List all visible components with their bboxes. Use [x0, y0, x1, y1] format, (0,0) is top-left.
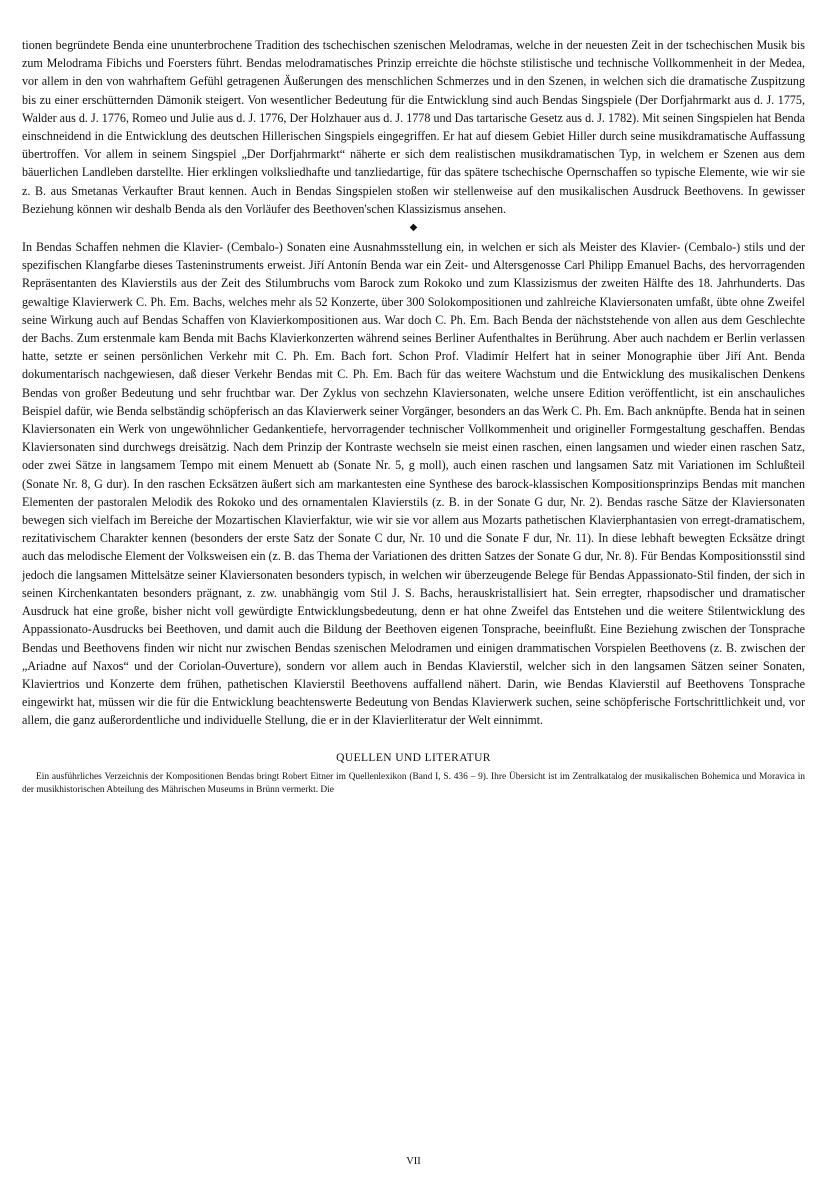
body-paragraph-1: tionen begründete Benda eine ununterbrochene Tradition des tschechischen szenischen Melodramas, welche in der neuesten Zeit in der tschechischen Musik bis zum Melodrama Fibichs und Foersters führt. Bendas melodramatisches Prinzip erreichte die höchste stilistische und technische Vollkommenheit in der Medea, vor allem in den von wahrhaftem Gefühl getragenen Äußerungen des menschlichen Schmerzes und in den Szenen, in welchen sich die dramatische Zuspitzung bis zu einer erschütternden Dämonik steigert. Von wesentlicher Bedeutung für die Entwicklung sind auch Bendas Singspiele (Der Dorfjahrmarkt aus d. J. 1775, Walder aus d. J. 1776, Romeo und Julie aus d. J. 1776, Der Holzhauer aus d. J. 1778 und Das tartarische Gesetz aus d. J. 1782). Mit seinen Singspielen hat Benda einschneidend in die Entwicklung des deutschen Hillerischen Singspiels eingegriffen. Er hat auf diesem Gebiet Hiller durch seine musikdramatische Auffassung übertroffen. Vor allem in seinem Singspiel „Der Dorfjahrmarkt“ näherte er sich dem realistischen musikdramatischen Typ, in welchem er Szenen aus dem bäuerlichen Landleben darstellte. Hier erklingen volksliedhafte und tanzliedartige, für das spätere tschechische Opernschaffen so typische Elemente, wie wir sie z. B. aus Smetanas Verkaufter Braut kennen. Auch in Bendas Singspielen stoßen wir stellenweise auf den musikalischen Ausdruck Beethovens. In gewisser Beziehung können wir deshalb Benda als den Vorläufer des Beethoven'schen Klassizismus ansehen.	[22, 38, 805, 216]
document-page	[22, 36, 805, 798]
page-number: VII	[406, 1156, 421, 1167]
body-paragraph-2: In Bendas Schaffen nehmen die Klavier- (Cembalo-) Sonaten eine Ausnahmsstellung ein, in welchen er sich als Meister des Klavier- (Cembalo-) stils und der spezifischen Klangfarbe dieses Tasteninstruments erweist. Jiří Antonín Benda war ein Zeit- und Altersgenosse Carl Philipp Emanuel Bachs, des hervorragenden Repräsentanten des Klavierstils aus der Zeit des Stilumbruchs vom Barock zum Rokoko und zum Klassizismus der zweiten Hälfte des 18. Jahrhunderts. Das gewaltige Klavierwerk C. Ph. Em. Bachs, welches mehr als 52 Konzerte, über 300 Solokompositionen und zahlreiche Klaviersonaten umfaßt, übte ohne Zweifel seine Wirkung auch auf Bendas Schaffen von Klavierkompositionen aus. War doch C. Ph. Em. Bach Benda der nächststehende von allen aus dem Geschlechte der Bachs. Zum erstenmale kam Benda mit Bachs Klavierkonzerten während seines Berliner Aufenthaltes in Berührung. Aber auch nachdem er Berlin verlassen hatte, setzte er seinen persönlichen Verkehr mit C. Ph. Em. Bach fort. Schon Prof. Vladimír Helfert hat in seiner Monographie über Jiří Ant. Benda dokumentarisch nachgewiesen, daß dieser Verkehr Bendas mit C. Ph. Em. Bach für das weitere Wachstum und die Entwicklung des musikalischen Denkens Bendas von großer Bedeutung und sehr fruchtbar war. Der Zyklus von sechzehn Klaviersonaten, welche unsere Edition veröffentlicht, ist ein anschauliches Beispiel dafür, wie Benda selbständig schöpferisch an das Klavierwerk seiner Vorgänger, besonders an das Werk C. Ph. Em. Bach anknüpfte. Benda hat in seinen Klaviersonaten ein Werk von ungewöhnlicher Gedankentiefe, hervorragender technischer Vollkommenheit und origineller Formgestaltung geschaffen. Bendas Klaviersonaten sind durchwegs dreisätzig. Nach dem Prinzip der Kontraste wechseln sie meist einen raschen, einen langsamen und wieder einen raschen Satz, oder zwei Sätze in langsamem Tempo mit einem Menuett ab (Sonate Nr. 5, g moll), auch einen raschen und langsamen Satz mit Variationen im Schlußteil (Sonate Nr. 8, G dur). In den raschen Ecksätzen äußert sich am markantesten eine Synthese des barock-klassischen Kompositionsprinzips Bendas mit manchen Elementen der pastoralen Melodik des Rokoko und des ornamentalen Klavierstils (z. B. in der Sonate G dur, Nr. 2). Bendas rasche Sätze der Klaviersonaten bewegen sich vielfach im Bereiche der Mozartischen Klavierfaktur, wie wir sie vor allem aus Mozarts pathetischen Klavierphantasien von erregt-dramatischem, rezitativischem Charakter kennen (besonders der erste Satz der Sonate C dur, Nr. 10 und die Sonate F dur, Nr. 11). In diese lebhaft bewegten Ecksätze dringt auch das melodische Element der Volksweisen ein (z. B. das Thema der Variationen des dritten Satzes der Sonate G dur, Nr. 8). Für Bendas Kompositionsstil sind jedoch die langsamen Mittelsätze seiner Klaviersonaten besonders typisch, in welchen wir überzeugende Belege für Bendas Appassionato-Stil finden, der sich in seinen Kirchenkantaten besonders prägnant, z. zw. unabhängig vom Stil J. S. Bachs, herauskristallisiert hat. Sein erregter, rhapsodischer und dramatischer Ausdruck hat eine große, bisher nicht voll gewürdigte Entwicklungsbedeutung, denn er hat ohne Zweifel das Entstehen und die weitere Stilentwicklung des Appassionato-Ausdrucks bei Beethoven, und damit auch die Bildung der Beethoven eigenen Tonsprache, beeinflußt. Eine Beziehung zwischen der Tonsprache Bendas und Beethovens finden wir nicht nur zwischen Bendas szenischen Melodramen und einigen drammatischen Vorspielen Beethovens (z. B. zwischen der „Ariadne auf Naxos“ und der Coriolan-Ouverture), sondern vor allem auch in Bendas Klavierstil, welcher sich in den langsamen Sätzen seiner Sonaten, Klaviertrios und Konzerte dem frühen, pathetischen Klavierstil Beethovens auffallend nähert. Darin, wie Bendas Klavierstil auf Beethovens Tonsprache eingewirkt hat, müssen wir die für die Entwicklung beachtenswerte Bedeutung von Bendas Klavierwerk suchen, seine schöpferische Fortschrittlichkeit und, vor allem, die ganz außerordentliche und individuelle Stellung, die er in der Klavierliteratur der Welt einnimmt.	[22, 240, 805, 728]
sources-text: Ein ausführliches Verzeichnis der Kompositionen Bendas bringt Robert Eitner im Quellenlexikon (Band I, S. 436 – 9). Ihre Übersicht ist im Zentralkatalog der musikalischen Bohemica und Moravica in der musikhistorischen Abteilung des Mährischen Museums in Brünn vermerkt. Die	[22, 771, 805, 796]
sources-heading: QUELLEN UND LITERATUR	[336, 751, 491, 764]
section-divider-mark: ◆	[409, 222, 418, 234]
